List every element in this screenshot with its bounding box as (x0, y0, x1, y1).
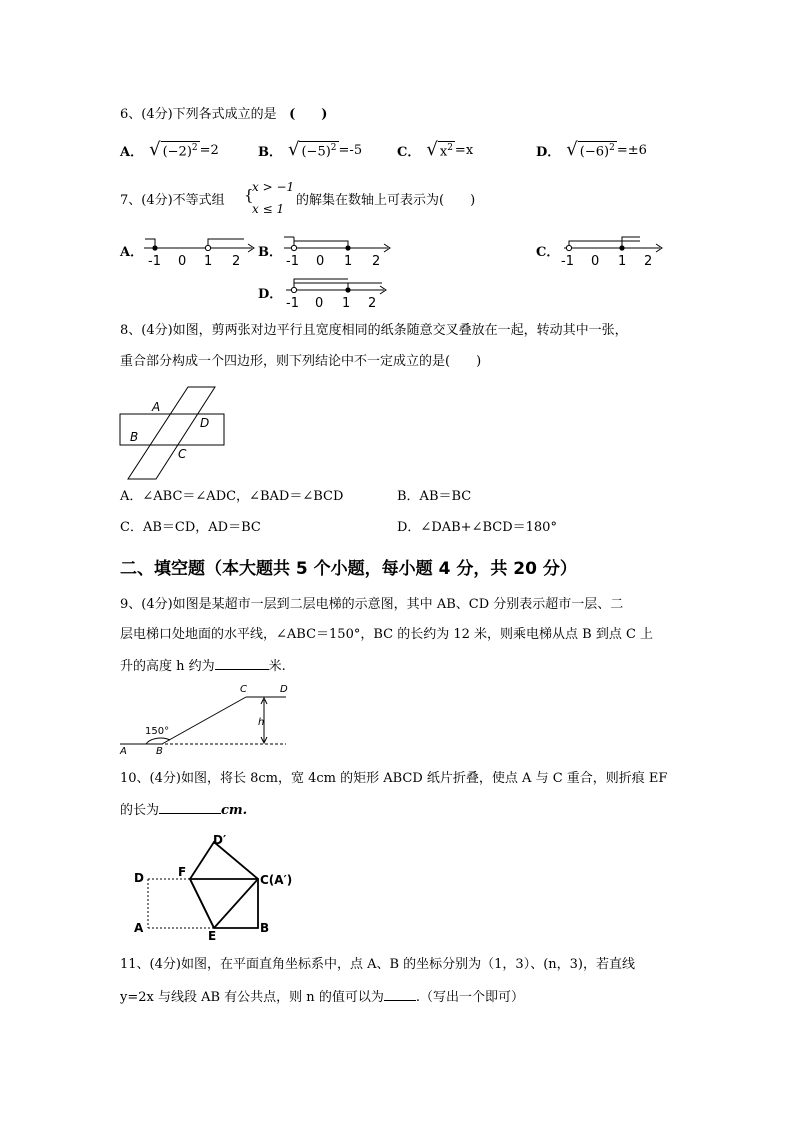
fig-label-d: D (280, 684, 288, 695)
q7-ineq2: x ≤ 1 (252, 202, 285, 216)
q7-suffix: 的解集在数轴上可表示为( ) (296, 193, 476, 208)
q6-option-a: A． √ $(-2)^2$ =2 (120, 139, 219, 161)
fig-label-f: F (178, 865, 187, 879)
fig-label-a: A (134, 921, 144, 935)
tick-label: 2 (368, 296, 377, 311)
q8-option-b: B．AB＝BC (397, 489, 472, 504)
fig-label-d: D (200, 416, 210, 430)
fig-label-c: C(A′) (260, 873, 293, 887)
q7-numberline-a (140, 232, 260, 268)
q8-option-d: D．∠DAB+∠BCD＝180° (397, 520, 557, 535)
fig-label-d-prime: D′ (213, 833, 227, 847)
q10-figure (130, 832, 320, 942)
tick-label: 2 (372, 254, 381, 269)
q7-numberline-b (280, 232, 400, 268)
tick-label: -1 (148, 254, 161, 269)
q8-option-c: C．AB＝CD，AD＝BC (120, 520, 261, 535)
q7-numberline-c (560, 232, 680, 268)
tick-label: 1 (344, 254, 353, 269)
q7-brace: { (244, 186, 254, 204)
q10-stem-line2: 的长为 cm. (120, 803, 248, 818)
fig-label-h: h (258, 717, 265, 728)
q11-stem-line1: 11、(4分)如图，在平面直角坐标系中，点 A、B 的坐标分别为（1，3）、(n，3)，若直线 (120, 957, 635, 972)
tick-label: 0 (316, 254, 325, 269)
q7-option-b-label: B． (258, 245, 282, 260)
fig-angle-label: 150° (145, 726, 170, 737)
tick-label: 0 (315, 296, 324, 311)
q11-stem-line2: y=2x 与线段 AB 有公共点，则 n 的值可以为 .（写出一个即可） (120, 990, 524, 1005)
q7-option-d-label: D． (258, 287, 283, 302)
q9-stem-line2: 层电梯口处地面的水平线，∠ABC＝150°，BC 的长约为 12 米，则乘电梯从点 B 到点 C 上 (120, 627, 654, 642)
fig-label-a: A (152, 400, 161, 414)
q8-stem-line1: 8、(4分)如图，剪两张对边平行且宽度相同的纸条随意交叉叠放在一起，转动其中一张， (120, 323, 628, 338)
q6-option-c: C． √ $x^2$ =x (397, 139, 474, 161)
tick-label: -1 (561, 254, 574, 269)
tick-label: 2 (232, 254, 241, 269)
fig-label-b: B (130, 430, 139, 444)
fig-label-b: B (260, 921, 270, 935)
tick-label: 0 (178, 254, 187, 269)
fig-label-c: C (240, 684, 247, 695)
q8-stem-line2: 重合部分构成一个四边形，则下列结论中不一定成立的是( ) (120, 354, 482, 369)
tick-label: 1 (618, 254, 627, 269)
tick-label: 1 (342, 296, 351, 311)
q7-option-a-label: A． (120, 245, 144, 260)
fig-label-d: D (134, 871, 144, 885)
tick-label: -1 (286, 296, 299, 311)
tick-label: -1 (286, 254, 299, 269)
q8-figure (118, 385, 228, 485)
q8-option-a: A．∠ABC＝∠ADC，∠BAD＝∠BCD (120, 489, 344, 504)
q7-option-c-label: C． (536, 245, 560, 260)
answer-blank[interactable] (215, 657, 269, 670)
q10-stem-line1: 10、(4分)如图，将长 8cm，宽 4cm 的矩形 ABCD 纸片折叠，使点 A 与 C 重合，则折痕 EF (120, 771, 668, 786)
fig-label-a: A (120, 746, 127, 757)
q6-stem: 6、(4分)下列各式成立的是 ( ) (120, 107, 328, 122)
fig-label-e: E (208, 929, 217, 943)
q7-numberline-d (282, 274, 402, 310)
answer-blank[interactable] (384, 988, 416, 1001)
q7-prefix: 7、(4分)不等式组 (120, 193, 225, 208)
q6-option-b: B． √ $(-5)^2$ =-5 (258, 139, 363, 161)
q6-option-d: D． √ $(-6)^2$ =±6 (536, 139, 647, 161)
tick-label: 0 (591, 254, 600, 269)
q9-stem-line1: 9、(4分)如图是某超市一层到二层电梯的示意图，其中 AB、CD 分别表示超市一层、二 (120, 597, 624, 612)
answer-blank[interactable] (159, 801, 221, 814)
tick-label: 2 (644, 254, 653, 269)
q7-ineq1: x > −1 (252, 180, 295, 194)
section-title: 二、填空题（本大题共 5 个小题，每小题 4 分，共 20 分） (120, 559, 577, 579)
fig-label-b: B (156, 746, 163, 757)
q9-stem-line3: 升的高度 h 约为 米. (120, 659, 286, 674)
q9-figure (118, 682, 293, 757)
tick-label: 1 (204, 254, 213, 269)
fig-label-c: C (178, 447, 187, 461)
